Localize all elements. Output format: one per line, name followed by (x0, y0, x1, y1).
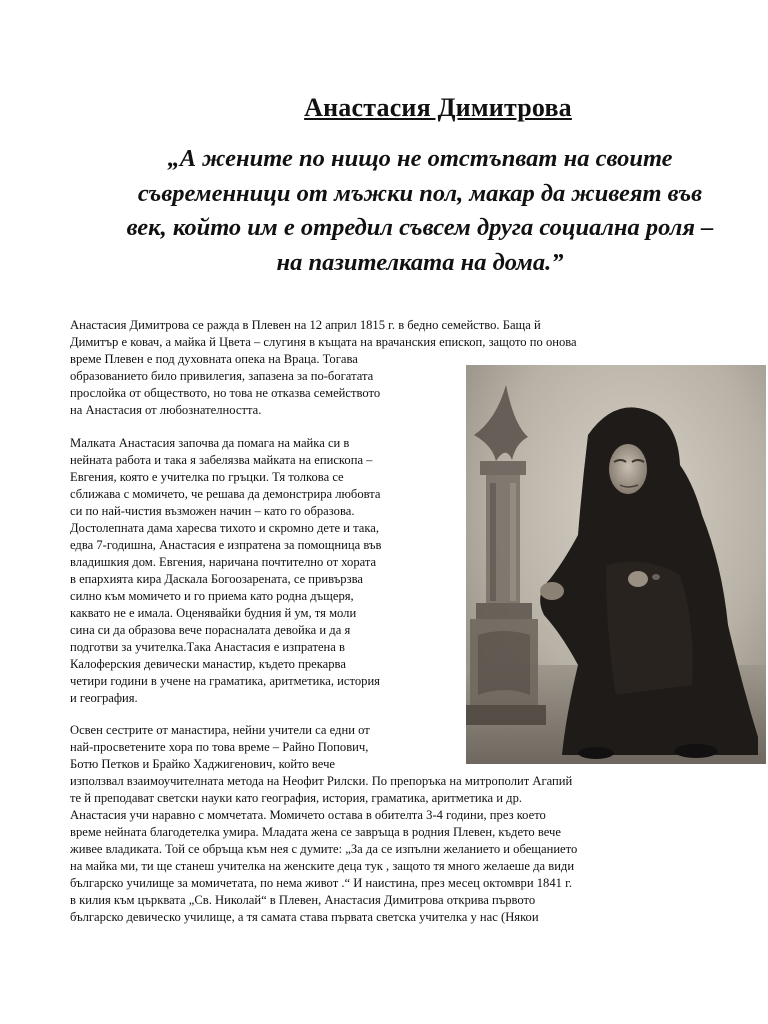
text-line: Анастасия учи наравно с момчетата. Момичето остава в обителта 3-4 години, през което (70, 808, 546, 822)
text-line: време нейната благодетелка умира. Младата жена се завръща в родния Плевен, където вече (70, 825, 561, 839)
text-line: в килия към църквата „Св. Николай“ в Плевен, Анастасия Димитрова открива първото (70, 893, 536, 907)
text-line: и география. (70, 691, 138, 705)
text-line: нейната работа и така я забелязва майката на епископа – (70, 453, 373, 467)
text-line: Димитър е ковач, а майка й Цвета – слугиня в къщата на врачанския епископ, защото по онова (70, 335, 577, 349)
text-line: прослойка от обществото, но това не отказва семейството (70, 386, 381, 400)
quote-line: съвременници от мъжки пол, макар да живеят във (137, 179, 703, 207)
text-line: в епархията кира Даскала Богоозарената, се привързва (70, 572, 364, 586)
text-line: Евгения, която е учителка по гръцки. Тя толкова се (70, 470, 344, 484)
text-line: подготви за учителка.Така Анастасия е изпратена в (70, 640, 345, 654)
text-line: българско училище за момичетата, по нема живот .“ И наистина, през месец октомври 1841 г. (70, 876, 572, 890)
text-line: Калоферския девически манастир, където прекарва (70, 657, 346, 671)
text-line: силно към момичето и го приема като родна дъщеря, (70, 589, 354, 603)
text-line: си по най-чистия възможен начин – като го образова. (70, 504, 355, 518)
text-line: Освен сестрите от манастира, нейни учители са едни от (70, 723, 370, 737)
text-line: Ботю Петков и Брайко Хаджигенович, който вече (70, 757, 335, 771)
text-line: най-просветените хора по това време – Райно Попович, (70, 740, 369, 754)
text-line: сина си да образова вече порасналата девойка и да я (70, 623, 351, 637)
text-line: Достолепната дама харесва тихото и скромно дете и така, (70, 521, 380, 535)
text-line: време Плевен е под духовната опека на Враца. Тогава (70, 352, 358, 366)
text-line: четири години в учене на граматика, аритметика, история (70, 674, 380, 688)
text-line: българско девическо училище, а тя самата става първата светска учителка у нас (Някои (70, 910, 539, 924)
quote-line: „А жените по нищо не отстъпват на своите (167, 145, 673, 172)
epigraph-quote (72, 142, 768, 280)
paragraph-1 (70, 317, 577, 419)
text-line: живее владиката. Той се обръща към нея с думите: „За да се изпълни желанието и обещанието (70, 842, 578, 856)
text-line: Малката Анастасия започва да помага на майка си в (70, 436, 350, 450)
text-line: каквато не е имала. Оценявайки будния й ум, тя моли (70, 606, 357, 620)
text-line: използвал взаимоучителната метода на Неофит Рилски. По препоръка на митрополит Агапий (70, 774, 573, 788)
text-line: на майка ми, ти ще станеш учителка на женските деца тук , защото тя много желаеше да види (70, 859, 575, 873)
quote-line: на пазителката на дома.” (276, 248, 564, 276)
text-line: владишкия дом. Евгения, наричана почтително от хората (70, 555, 377, 569)
text-line: сближава с момичето, че решава да демонстрира любовта (70, 487, 381, 501)
paragraph-2 (70, 435, 381, 707)
text-line: образованието било привилегия, запазена за по-богатата (70, 369, 374, 383)
text-line: на Анастасия от любознателността. (70, 403, 262, 417)
text-line: Анастасия Димитрова се ражда в Плевен на 12 април 1815 г. в бедно семейство. Баща й (70, 318, 541, 332)
page-title: Анастасия Димитрова (304, 93, 572, 122)
paragraph-3 (70, 722, 577, 926)
portrait-photo (466, 365, 766, 764)
text-line: те й преподават светски науки като география, история, граматика, аритметика и др. (70, 791, 523, 805)
quote-line: век, който им е отредил съвсем друга социална роля – (126, 214, 714, 241)
text-line: едва 7-годишна, Анастасия е изпратена за помощница във (70, 538, 382, 552)
